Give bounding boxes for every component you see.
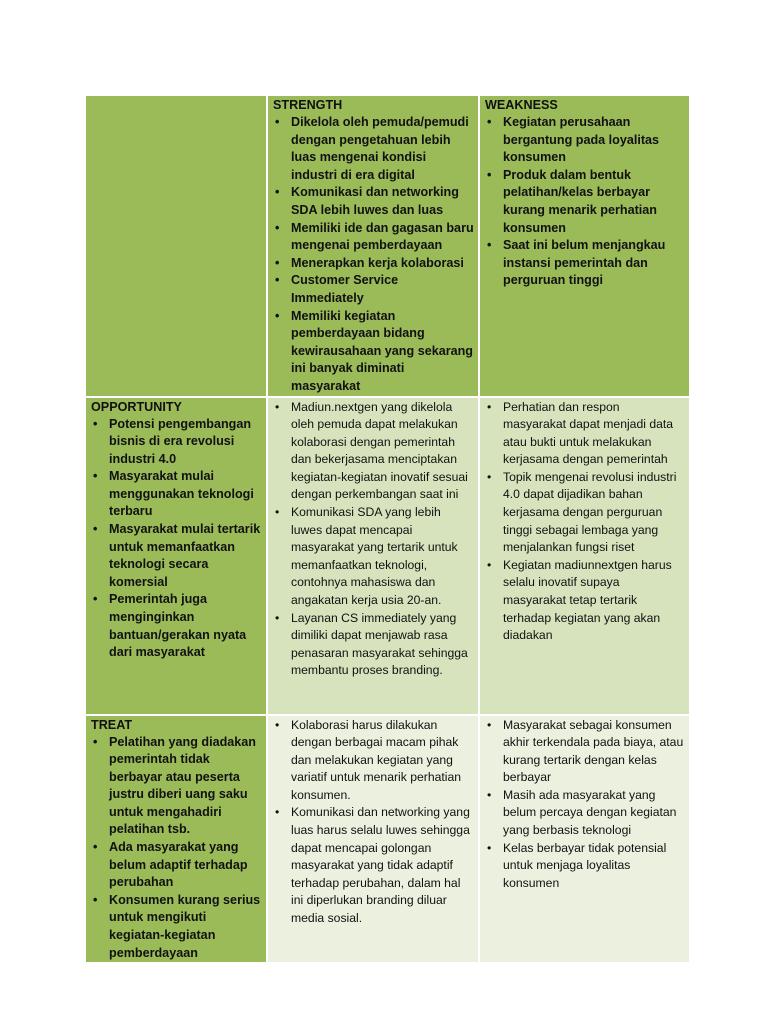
strength-item: • Memiliki kegiatan pemberdayaan bidang kewirausahaan yang sekarang ini banyak diminati masyarakat [273,308,474,396]
wo-item: • Topik mengenai revolusi industri 4.0 dapat dijadikan bahan kerjasama dengan perguruan tinggi sebagai lembaga yang menjalankan fungsi riset [485,469,685,557]
st-item: • Kolaborasi harus dilakukan dengan berbagai macam pihak dan melakukan kegiatan yang variatif untuk menarik perhatian konsumen. [273,717,474,805]
opportunity-item: • Masyarakat mulai menggunakan teknologi terbaru [91,468,262,521]
so-cell [267,397,479,715]
treat-cell [85,715,267,964]
treat-row [85,715,690,964]
weakness-item: • Saat ini belum menjangkau instansi pemerintah dan perguruan tinggi [485,237,685,290]
so-item: • Layanan CS immediately yang dimiliki dapat menjawab rasa penasaran masyarakat sehingga membantu proses branding. [273,610,474,680]
treat-item: • Konsumen kurang serius untuk mengikuti kegiatan-kegiatan pemberdayaan [91,892,262,962]
so-item: • Madiun.nextgen yang dikelola oleh pemuda dapat melakukan kolaborasi dengan pemerintah dan bekerjasama menciptakan kegiatan-kegiatan inovatif sesuai dengan perkembangan saat ini [273,399,474,505]
strength-item: • Dikelola oleh pemuda/pemudi dengan pengetahuan lebih luas mengenai kondisi industri di era digital [273,114,474,184]
so-item: • Komunikasi SDA yang lebih luwes dapat mencapai masyarakat yang tertarik untuk memanfaatkan teknologi, contohnya mahasiswa dan angakatan kerja usia 20-an. [273,504,474,610]
opportunity-list [91,416,262,662]
strength-item: • Customer Service Immediately [273,272,474,307]
st-item: • Komunikasi dan networking yang luas harus selalu luwes sehingga dapat mencapai golongan masyarakat yang tidak adaptif terhadap perubahan, dalam hal ini diperlukan branding diluar media sosial. [273,804,474,927]
st-cell [267,715,479,964]
wt-list [485,717,685,893]
strength-list [273,114,474,396]
treat-title: TREAT [91,717,133,732]
weakness-item: • Produk dalam bentuk pelatihan/kelas berbayar kurang menarik perhatian konsumen [485,167,685,237]
wt-cell [479,715,690,964]
weakness-item: • Kegiatan perusahaan bergantung pada loyalitas konsumen [485,114,685,167]
wt-item: • Masyarakat sebagai konsumen akhir terkendala pada biaya, atau kurang tertarik dengan kelas berbayar [485,717,685,787]
strength-item: • Komunikasi dan networking SDA lebih luwes dan luas [273,184,474,219]
opportunity-item: • Potensi pengembangan bisnis di era revolusi industri 4.0 [91,416,262,469]
wo-item: • Perhatian dan respon masyarakat dapat menjadi data atau bukti untuk melakukan kerjasama dengan pemerintah [485,399,685,469]
weakness-title: WEAKNESS [485,98,558,112]
treat-item: • Pelatihan yang diadakan pemerintah tidak berbayar atau peserta justru diberi uang saku untuk mengahadiri pelatihan tsb. [91,734,262,840]
so-list [273,399,474,681]
wt-item: • Masih ada masyarakat yang belum percaya dengan kegiatan yang berbasis teknologi [485,787,685,840]
weakness-cell [479,95,690,397]
strength-item: • Menerapkan kerja kolaborasi [273,255,474,273]
header-row [85,95,690,397]
treat-item: • Ada masyarakat yang belum adaptif terhadap perubahan [91,839,262,892]
wo-list [485,399,685,645]
swot-table [84,94,691,964]
strength-item: • Memiliki ide dan gagasan baru mengenai pemberdayaan [273,220,474,255]
wo-item: • Kegiatan madiunnextgen harus selalu inovatif supaya masyarakat tetap tertarik terhadap kegiatan yang akan diadakan [485,557,685,645]
opportunity-row [85,397,690,715]
opportunity-item: • Masyarakat mulai tertarik untuk memanfaatkan teknologi secara komersial [91,521,262,591]
st-list [273,717,474,928]
strength-title: STRENGTH [273,98,343,112]
opportunity-cell [85,397,267,715]
wt-item: • Kelas berbayar tidak potensial untuk menjaga loyalitas konsumen [485,840,685,893]
opportunity-title: OPPORTUNITY [91,399,182,414]
strength-cell [267,95,479,397]
corner-cell [85,95,267,397]
wo-cell [479,397,690,715]
weakness-list [485,114,685,290]
treat-list [91,734,262,963]
opportunity-item: • Pemerintah juga menginginkan bantuan/gerakan nyata dari masyarakat [91,591,262,661]
